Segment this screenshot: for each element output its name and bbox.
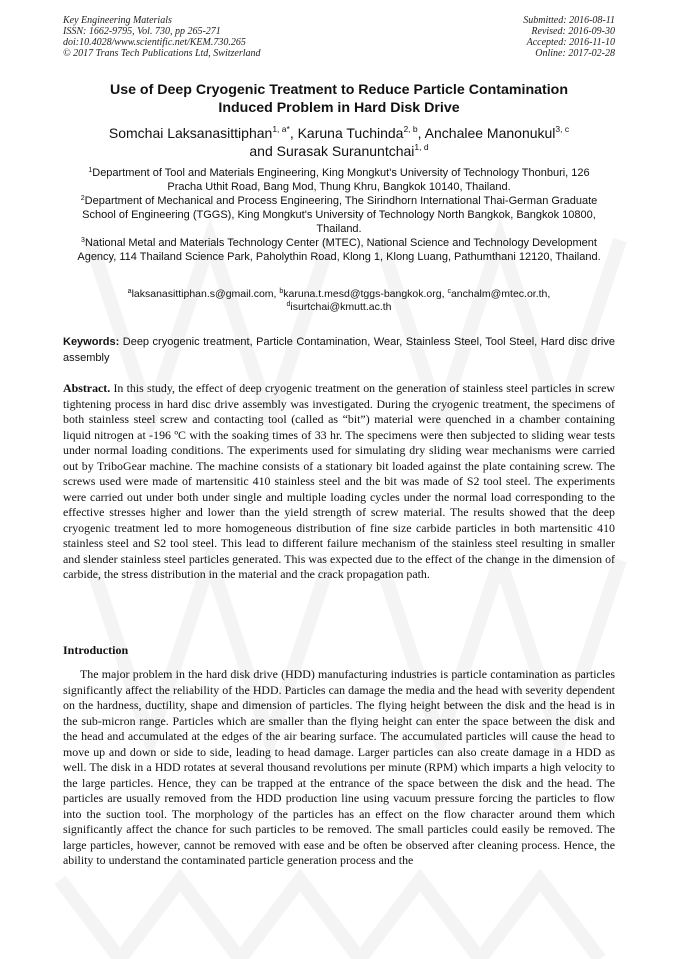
introduction-heading: Introduction — [63, 643, 129, 657]
title-line-1: Use of Deep Cryogenic Treatment to Reduce Particle Contamination — [109, 82, 569, 98]
journal-info — [63, 15, 261, 59]
copyright-line: © 2017 Trans Tech Publications Ltd, Switzerland — [63, 48, 261, 59]
author-affiliation-mark: 1, a* — [272, 124, 290, 134]
submitted-date: Submitted: 2016-08-11 — [523, 15, 615, 26]
doi-line: doi:10.4028/www.scientific.net/KEM.730.265 — [63, 37, 246, 48]
abstract-label: Abstract. — [63, 381, 111, 395]
email-address: laksanasittiphan.s@gmail.com, — [131, 288, 280, 300]
issn-line: ISSN: 1662-9795, Vol. 730, pp 265-271 — [63, 26, 221, 37]
affiliation-1 — [70, 166, 608, 194]
title-line-2: Induced Problem in Hard Disk Drive — [218, 100, 460, 116]
email-mark: a — [127, 288, 132, 295]
affiliation-text: Department of Mechanical and Process Engineering, The Sirindhorn International Thai-German Graduate School of Engineering (TGGS), King Mongkut's University of Technology North Bangkok, Bangkok 10800, Thailand. — [82, 195, 598, 235]
keywords-paragraph — [63, 335, 615, 366]
keywords-label: Keywords: — [63, 336, 120, 348]
abstract-text: In this study, the effect of deep cryogenic treatment on the generation of stainless steel particles in screw tightening process in hard disc drive assembly was investigated. During the cryogenic treatment, the specimens of both stainless steel screw and contacting tool (called as “bit”) material were quenched in a chamber containing liquid nitrogen at -196 ºC with the soaking times of 33 hr. The specimens were then subjected to sliding wear tests under normal loading conditions. The experiments used for simulating dry sliding wear mechanisms were carried out by TriboGear machine. The machine consists of a stationary bit loaded against the plate containing screw. The screws used were made of martensitic 410 stainless steel and the bit was made of S2 tool steel. The experiments were carried out under both under single and multiple loading cycles under the normal load corresponding to the effective stresses higher and lower than the yield strength of screw material. The results showed that the deep cryogenic treatment led to more homogeneous distribution of fine size carbide particles in both martensitic 410 stainless steel and S2 tool steel. This lead to different failure mechanism of the stainless steel resulting in smaller and slender stainless steel particles generated. This was expected due to the effect of the change in the dimension of carbide, the stress distribution in the material and the crack propagation path. — [63, 381, 615, 581]
publication-dates — [523, 15, 615, 59]
affiliation-mark: 1 — [88, 167, 93, 174]
affiliation-text: National Metal and Materials Technology Center (MTEC), National Science and Technology Development Agency, 114 Thailand Science Park, Paholythin Road, Klong 1, Klong Luang, Pathumthani 12120, Thailand. — [77, 237, 601, 263]
authors-line-2 — [63, 142, 615, 160]
email-address: isurtchai@kmutt.ac.th — [290, 301, 392, 313]
keywords-text: Deep cryogenic treatment, Particle Contamination, Wear, Stainless Steel, Tool Steel, Hard disc drive assembly — [63, 336, 615, 364]
introduction-paragraph: The major problem in the hard disk drive (HDD) manufacturing industries is particle contamination as particles significantly affect the reliability of the HDD. Particles can damage the media and the head with severity dependent on the hardness, ductility, shape and dimension of particles. The flying height between the disk and the head is in the sub-micron range. Particles which are smaller than the flying height can enter the space between the disk and the head and accumulated at the edges of the air bearing surface. The accumulated particles will cause the head to move up and down or side to side, leading to head damage. Larger particles can also create damage in a HDD as well. The disk in a HDD rotates at several thousand revolutions per minute (RPM) which imparts a high velocity to the large particles. Hence, they can be trapped at the entrance of the space between the disk and the head. The particles are usually removed from the HDD production line using vacuum pressure forcing the particles to flow into the suction tool. The morphology of the particles has an effect on the flow character around them which significantly affect the chance for such particles to be removed. The small particles could easily be removed. The large particles, however, cannot be removed with ease and be often be observed after cleaning process. Hence, the ability to understand the contaminated particle generation process and the — [63, 667, 615, 867]
authors-line-1: Somchai Laksanasittiphan$^{1, a*}$, Karuna Tuchinda$^{2, b}$, Anchalee Manonukul$^{3, c}$ — [108, 124, 570, 141]
email-mark: d — [286, 301, 291, 308]
email-mark: c — [447, 288, 451, 295]
author-affiliation-mark: 1, d — [414, 142, 429, 152]
affiliation-2 — [70, 194, 608, 236]
author-name: Karuna Tuchinda — [297, 125, 404, 141]
and-word: and — [249, 143, 273, 159]
email-mark: b — [279, 288, 284, 295]
affiliation-3 — [70, 236, 608, 264]
author-name: Anchalee Manonukul — [424, 125, 556, 141]
author-emails — [70, 288, 608, 314]
email-address: karuna.t.mesd@tggs-bangkok.org, — [283, 288, 448, 300]
email-address: anchalm@mtec.or.th, — [450, 288, 551, 300]
revised-date: Revised: 2016-09-30 — [531, 26, 615, 37]
paper-title — [63, 81, 615, 117]
abstract-paragraph — [63, 381, 615, 583]
author-list — [63, 124, 615, 160]
author-affiliation-mark: 3, c — [555, 124, 570, 134]
online-date: Online: 2017-02-28 — [535, 48, 615, 59]
author-name: Surasak Suranuntchai — [276, 143, 415, 159]
affiliation-text: Department of Tool and Materials Engineering, King Mongkut's University of Technology Thonburi, 126 Pracha Uthit Road, Bang Mod, Thung Khru, Bangkok 10140, Thailand. — [92, 167, 590, 193]
journal-name: Key Engineering Materials — [63, 15, 172, 26]
accepted-date: Accepted: 2016-11-10 — [526, 37, 615, 48]
author-affiliation-mark: 2, b — [403, 124, 418, 134]
affiliation-mark: 3 — [81, 237, 85, 244]
affiliation-mark: 2 — [80, 195, 85, 202]
author-name: Somchai Laksanasittiphan — [108, 125, 273, 141]
